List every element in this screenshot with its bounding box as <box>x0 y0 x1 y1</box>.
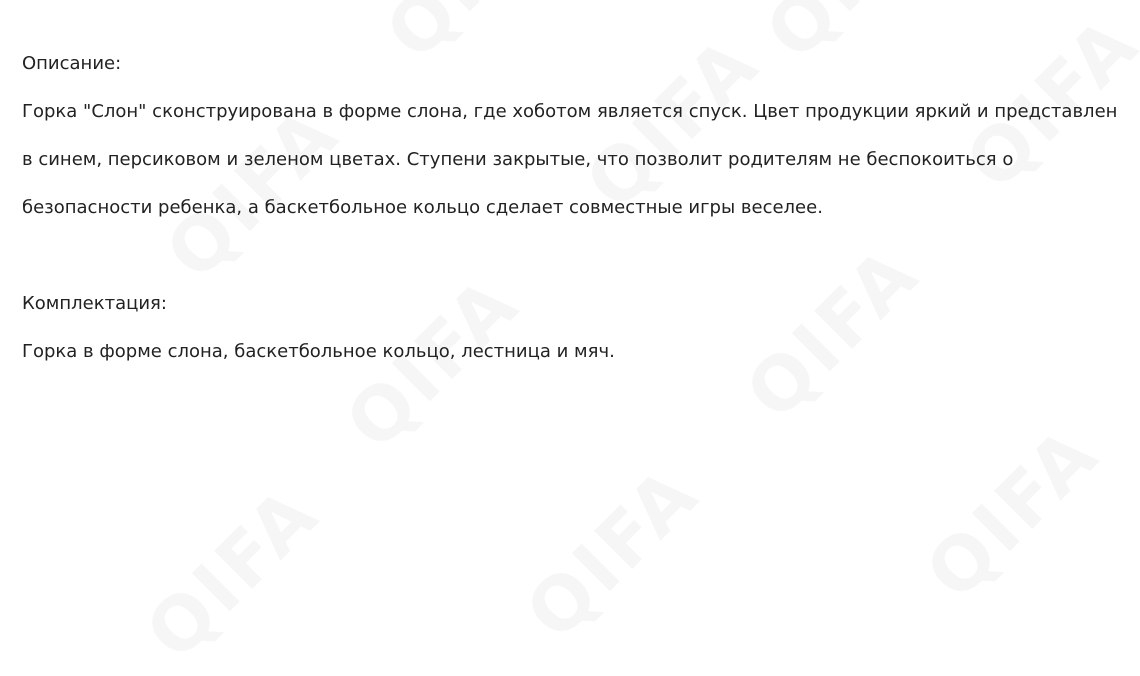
watermark <box>130 470 336 676</box>
watermark <box>910 410 1116 616</box>
description-label: Описание: <box>22 53 122 74</box>
package-label: Комплектация: <box>22 293 167 314</box>
description-text: Горка "Слон" сконструирована в форме слона, где хоботом является спуск. Цвет продукции яркий и представлен в синем, персиковом и зеленом цветах. Ступени закрытые, что позволит родителям не беспокоиться о безопасности ребенка, а баскетбольное кольцо сделает совместные игры веселее. <box>22 101 1118 218</box>
watermark <box>510 450 716 656</box>
package-text: Горка в форме слона, баскетбольное кольцо, лестница и мяч. <box>22 341 615 362</box>
section-spacer <box>22 232 1118 280</box>
